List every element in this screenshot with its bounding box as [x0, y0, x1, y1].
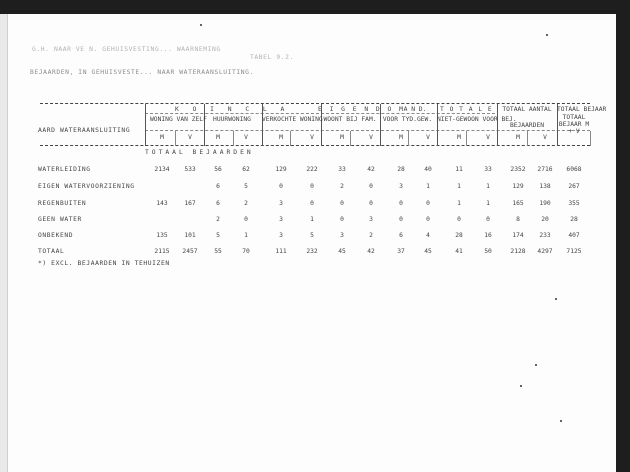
table-cell: 28	[455, 232, 463, 239]
scan-top-border	[0, 0, 630, 14]
speck	[200, 24, 202, 26]
table-cell: 232	[306, 248, 318, 255]
row-label: EIGEN WATERVOORZIENING	[38, 183, 135, 190]
speck	[520, 385, 522, 387]
table-cell: 6	[399, 232, 403, 239]
table-cell: 0	[310, 183, 314, 190]
table-cell: 0	[426, 216, 430, 223]
table-cell: 2128	[510, 248, 526, 255]
sex-label: M	[279, 134, 283, 141]
group-header-1: K O I N C L A	[175, 106, 290, 113]
table-cell: 165	[512, 200, 524, 207]
row-label: WATERLEIDING	[38, 166, 91, 173]
header-line-3: BEJAARDEN, IN GEHUISVESTE... NAAR WATERAANSLUITING.	[30, 69, 254, 76]
subheader-5: VOOR TYD.GEW.	[382, 116, 433, 123]
speck	[546, 34, 548, 36]
table-cell: 129	[275, 166, 287, 173]
table-cell: 6068	[566, 166, 582, 173]
table-cell: 1	[486, 183, 490, 190]
table-cell: 533	[184, 166, 196, 173]
table-cell: 0	[340, 200, 344, 207]
footnote: *) EXCL. BEJAARDEN IN TEHUIZEN	[38, 260, 170, 267]
subheader-6: NIET-GEWOON VOOR BEJ.	[437, 116, 517, 123]
table-cell: 3	[279, 200, 283, 207]
table-cell: 8	[516, 216, 520, 223]
sex-label: M	[457, 134, 461, 141]
sex-label: V	[188, 134, 192, 141]
table-cell: 45	[424, 248, 432, 255]
table-cell: 167	[184, 200, 196, 207]
table-cell: 37	[397, 248, 405, 255]
table-cell: 111	[275, 248, 287, 255]
row-label: REGENBUITEN	[38, 200, 87, 207]
table-cell: 101	[184, 232, 196, 239]
table-cell: 0	[457, 216, 461, 223]
table-cell: 143	[156, 200, 168, 207]
table-cell: 2134	[154, 166, 170, 173]
table-cell: 70	[242, 248, 250, 255]
sex-label: V	[369, 134, 373, 141]
table-cell: 0	[310, 200, 314, 207]
speck	[555, 298, 557, 300]
table-cell: 33	[484, 166, 492, 173]
table-number: TABEL 9.2.	[250, 54, 294, 61]
subheader-3: VERKOCHTE WONING	[262, 116, 323, 123]
table-cell: 62	[242, 166, 250, 173]
table-cell: 0	[369, 183, 373, 190]
table-cell: 4	[426, 232, 430, 239]
subheader-2: HUURWONING	[213, 116, 251, 123]
table-cell: 2115	[154, 248, 170, 255]
header-line-1: G.H. NAAR VE N. GEHUISVESTING... WAARNEMING	[32, 46, 221, 53]
table-cell: 16	[484, 232, 492, 239]
sex-label: V	[310, 134, 314, 141]
header-bottom-rule	[40, 145, 590, 146]
table-cell: 20	[541, 216, 549, 223]
subheader-rule	[145, 130, 590, 131]
table-cell: 7125	[566, 248, 582, 255]
table-cell: 3	[279, 216, 283, 223]
row-label: GEEN WATER	[38, 216, 82, 223]
speck	[535, 364, 537, 366]
table-cell: 5	[244, 183, 248, 190]
group-header-5: TOTAAL AANTAL	[502, 106, 552, 113]
table-cell: 3	[399, 183, 403, 190]
subheader-4: WOONT BIJ FAM.	[323, 116, 377, 123]
table-cell: 3	[340, 232, 344, 239]
table-cell: 0	[399, 216, 403, 223]
row-header-label: AARD WATERAANSLUITING	[38, 127, 131, 134]
table-cell: 1	[310, 216, 314, 223]
last-header: TOTAAL BEJAAR M + V	[558, 114, 590, 135]
table-cell: 11	[455, 166, 463, 173]
table-cell: 33	[338, 166, 346, 173]
table-cell: 42	[367, 248, 375, 255]
sex-label: M	[160, 134, 164, 141]
table-cell: 0	[369, 200, 373, 207]
table-cell: 1	[457, 200, 461, 207]
column-divider	[145, 104, 146, 146]
table-cell: 174	[512, 232, 524, 239]
table-cell: 55	[214, 248, 222, 255]
table-cell: 50	[484, 248, 492, 255]
table-cell: 2	[369, 232, 373, 239]
speck	[560, 420, 562, 422]
table-cell: 0	[279, 183, 283, 190]
table-cell: 222	[306, 166, 318, 173]
subheader-1: WONING VAN ZELF	[150, 116, 207, 123]
sex-label: V	[426, 134, 430, 141]
table-cell: 0	[426, 200, 430, 207]
table-cell: 3	[279, 232, 283, 239]
sex-label: M	[516, 134, 520, 141]
sex-divider	[175, 131, 176, 146]
sex-label: V	[543, 134, 547, 141]
subheader-7: BEJAARDEN	[509, 122, 545, 129]
table-cell: 1	[426, 183, 430, 190]
table-cell: 40	[424, 166, 432, 173]
table-cell: 190	[539, 200, 551, 207]
table-cell: 2	[244, 200, 248, 207]
table-cell: 138	[539, 183, 551, 190]
group-header-6: TOTAAL BEJAAR	[557, 106, 607, 113]
table-cell: 3	[369, 216, 373, 223]
table-top-rule	[40, 103, 590, 104]
table-cell: 267	[568, 183, 580, 190]
table-cell: 2	[340, 183, 344, 190]
table-cell: 0	[486, 216, 490, 223]
table-cell: 2457	[182, 248, 198, 255]
table-cell: 5	[310, 232, 314, 239]
row-label: TOTAAL	[38, 248, 65, 255]
sex-label: M	[216, 134, 220, 141]
sex-label: M	[399, 134, 403, 141]
table-cell: 2716	[537, 166, 553, 173]
table-cell: 6	[216, 183, 220, 190]
table-cell: 42	[367, 166, 375, 173]
table-cell: 407	[568, 232, 580, 239]
sex-label: V	[486, 134, 490, 141]
sex-label: V	[244, 134, 248, 141]
group-header-4: T O T A L E	[440, 106, 493, 113]
table-cell: 0	[244, 216, 248, 223]
group-header-rule	[145, 113, 495, 114]
table-cell: 4297	[537, 248, 553, 255]
table-cell: 6	[216, 200, 220, 207]
sex-divider	[233, 131, 234, 146]
sex-label: M	[340, 134, 344, 141]
scan-left-margin	[0, 14, 8, 472]
table-cell: 1	[486, 200, 490, 207]
table-cell: 355	[568, 200, 580, 207]
table-cell: 2352	[510, 166, 526, 173]
table-cell: 2	[216, 216, 220, 223]
table-cell: 1	[457, 183, 461, 190]
scan-right-border	[616, 0, 630, 472]
table-cell: 56	[214, 166, 222, 173]
sex-divider	[590, 131, 591, 146]
table-cell: 28	[397, 166, 405, 173]
table-cell: 135	[156, 232, 168, 239]
table-cell: 41	[455, 248, 463, 255]
table-cell: 1	[244, 232, 248, 239]
row-label: ONBEKEND	[38, 232, 74, 239]
table-cell: 129	[512, 183, 524, 190]
table-cell: 45	[338, 248, 346, 255]
group-header-3: A N D.	[403, 106, 427, 113]
table-cell: 233	[539, 232, 551, 239]
table-cell: 5	[216, 232, 220, 239]
table-cell: 0	[340, 216, 344, 223]
table-cell: 28	[570, 216, 578, 223]
group-header-2: E I G E N D O M	[318, 106, 405, 113]
table-cell: 0	[399, 200, 403, 207]
totals-caption: TOTAAL BEJAARDEN	[145, 149, 254, 156]
